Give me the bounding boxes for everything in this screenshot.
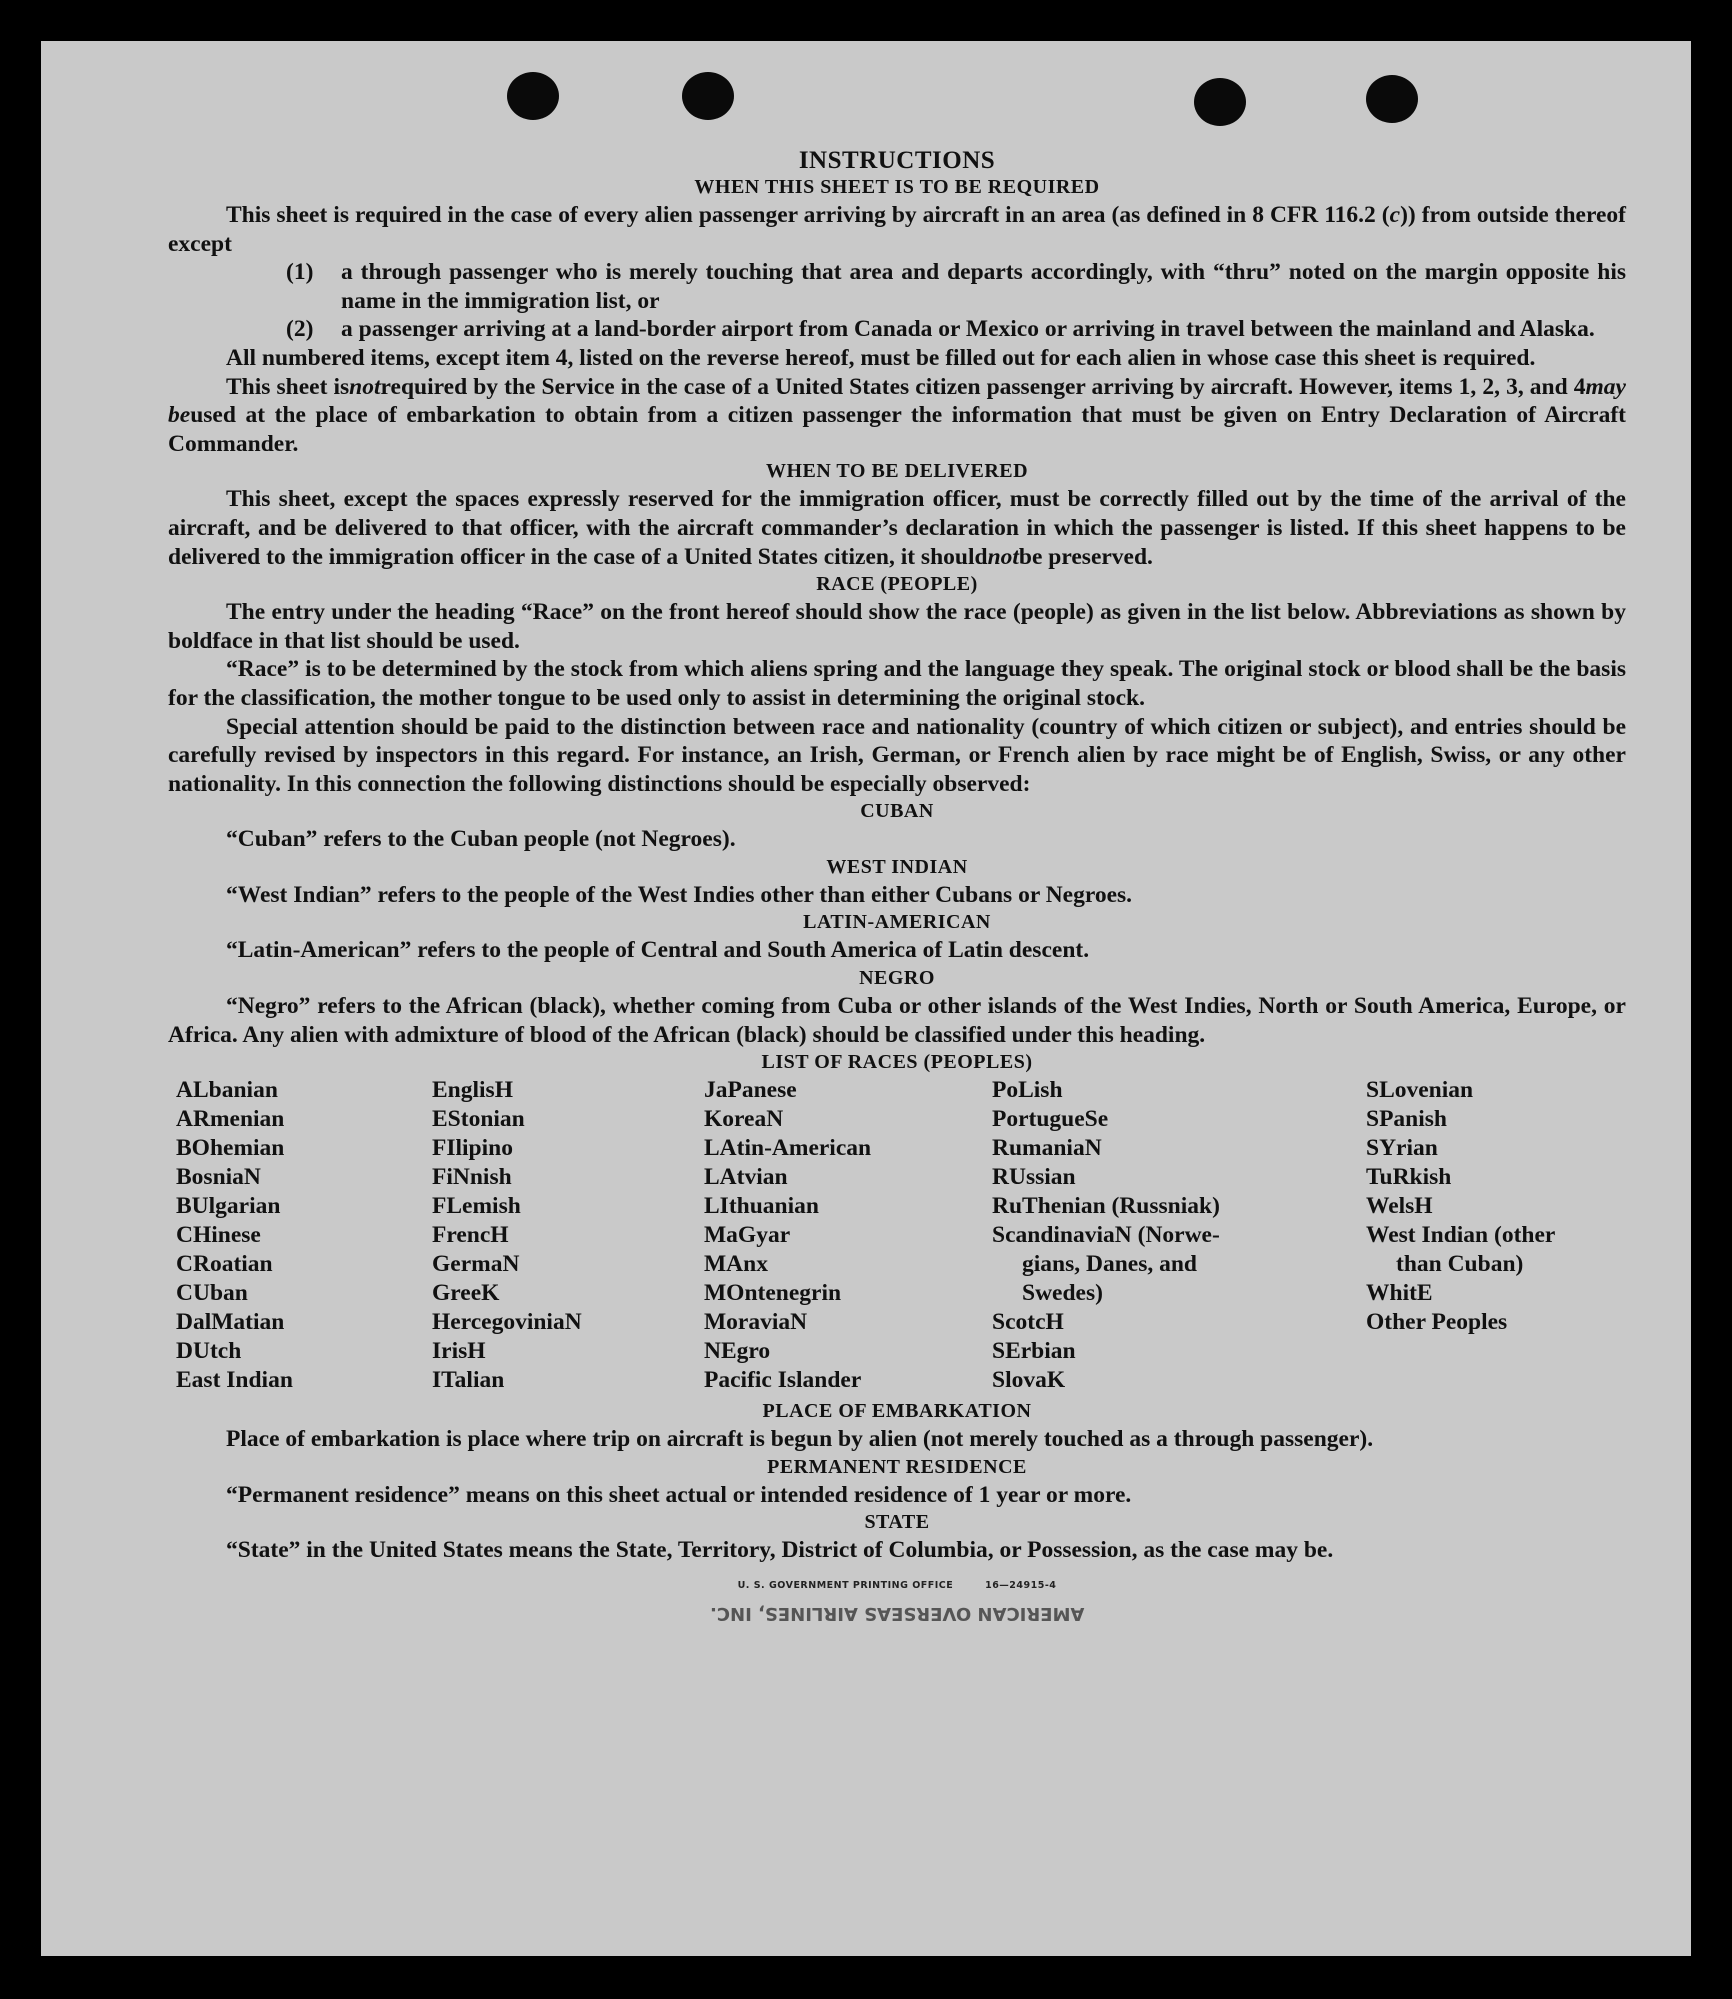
- text-segment: The entry under the heading “Race” on the front hereof should show the race (people) as given in the list below. Abbreviations as shown by boldface in that list should be used.: [168, 599, 1626, 654]
- text-segment: Place of embarkation is place where trip on aircraft is begun by alien (not merely touched as a through passenger).: [226, 1426, 1374, 1453]
- emphasis-text: not: [987, 543, 1019, 570]
- document-page: [41, 41, 1691, 1956]
- race-entry: gians, Danes, and: [1022, 1251, 1197, 1278]
- text-segment: “State” in the United States means the State, Territory, District of Columbia, or Possession, as the case may be.: [226, 1537, 1334, 1564]
- item-text: [341, 315, 1595, 344]
- race-entry: Other Peoples: [1366, 1309, 1508, 1336]
- text-segment: a passenger arriving at a land-border airport from Canada or Mexico or arriving in travel between the mainland and Alaska.: [341, 316, 1595, 343]
- section-heading: CUBAN: [860, 800, 934, 823]
- text-segment: “Negro” refers to the African (black), whether coming from Cuba or other islands of the West Indies, North or South America, Europe, or Africa. Any alien with admixture of blood of the African (black) should be classified under this heading.: [168, 993, 1626, 1048]
- race-entry: SLovenian: [1366, 1077, 1474, 1104]
- race-entry: NEgro: [704, 1338, 771, 1365]
- race-entry: SPanish: [1366, 1106, 1447, 1133]
- race-entry: Swedes): [1022, 1280, 1103, 1307]
- item-number: (1): [286, 259, 314, 286]
- text-segment: “Cuban” refers to the Cuban people (not Negroes).: [226, 826, 736, 853]
- race-entry: BUlgarian: [176, 1193, 281, 1220]
- race-entry: FIlipino: [432, 1135, 513, 1162]
- section-heading: LATIN-AMERICAN: [803, 911, 991, 934]
- race-entry: PortugueSe: [992, 1106, 1109, 1133]
- race-entry: CHinese: [176, 1222, 261, 1249]
- paragraph: [168, 881, 1626, 910]
- form-number: 16—24915-4: [985, 1580, 1057, 1592]
- paragraph: [168, 598, 1626, 655]
- numbered-exception: [168, 315, 1626, 344]
- race-entry: DalMatian: [176, 1309, 285, 1336]
- text-segment: used at the place of embarkation to obtain from a citizen passenger the information that must be given on Entry Declaration of Aircraft Commander.: [168, 402, 1626, 457]
- race-entry: JaPanese: [704, 1077, 797, 1104]
- race-entry: West Indian (other: [1366, 1222, 1556, 1249]
- text-segment: This sheet, except the spaces expressly reserved for the immigration officer, must be correctly filled out by the time of the arrival of the aircraft, and be delivered to that officer, with the aircraft commander’s declaration in which the passenger is listed. If this sheet happens to be delivered to the immigration officer in the case of a United States citizen, it should: [168, 486, 1626, 570]
- paragraph: [168, 373, 1626, 459]
- race-entry: LIthuanian: [704, 1193, 819, 1220]
- race-column: [992, 1076, 1220, 1395]
- race-column: [176, 1076, 293, 1395]
- race-list: [168, 1076, 1626, 1398]
- race-entry: SYrian: [1366, 1135, 1438, 1162]
- race-entry: FrencH: [432, 1222, 509, 1249]
- punch-hole: [1366, 75, 1418, 123]
- numbered-exception: [168, 258, 1626, 315]
- text-segment: “West Indian” refers to the people of the West Indies other than either Cubans or Negroes.: [226, 881, 1133, 908]
- race-entry: CUban: [176, 1280, 248, 1307]
- paragraph: [168, 1425, 1626, 1454]
- race-entry: MOntenegrin: [704, 1280, 842, 1307]
- text-segment: Special attention should be paid to the distinction between race and nationality (country of which citizen or subject), and entries should be carefully revised by inspectors in this regard. For instance, an Irish, German, or French alien by race might be of English, Swiss, or any other nationality. In this connection the following distinctions should be especially observed:: [168, 713, 1626, 797]
- race-entry: ALbanian: [176, 1077, 278, 1104]
- race-entry: SlovaK: [992, 1367, 1066, 1394]
- race-entry: FiNnish: [432, 1164, 512, 1191]
- text-segment: “Race” is to be determined by the stock from which aliens spring and the language they speak. The original stock or blood shall be the basis for the classification, the mother tongue to be used only to assist in determining the original stock.: [168, 656, 1626, 711]
- emphasis-text: may be: [168, 373, 1626, 429]
- race-entry: than Cuban): [1396, 1251, 1524, 1278]
- race-entry: RumaniaN: [992, 1135, 1102, 1162]
- text-segment: This sheet is: [226, 373, 350, 400]
- race-entry: RuThenian (Russniak): [992, 1193, 1220, 1220]
- section-heading: WEST INDIAN: [826, 855, 968, 878]
- emphasis-text: c: [1389, 202, 1401, 228]
- section-heading: WHEN TO BE DELIVERED: [765, 460, 1029, 483]
- race-entry: RUssian: [992, 1164, 1076, 1191]
- section-heading: STATE: [864, 1511, 930, 1534]
- race-entry: ScandinaviaN (Norwe-: [992, 1222, 1220, 1249]
- text-segment: a through passenger who is merely touching that area and departs accordingly, with “thru” noted on the margin opposite his name in the immigration list, or: [341, 259, 1626, 314]
- race-entry: ARmenian: [176, 1106, 285, 1133]
- race-entry: PoLish: [992, 1077, 1063, 1104]
- section-heading: WHEN THIS SHEET IS TO BE REQUIRED: [694, 176, 1100, 198]
- race-entry: GermaN: [432, 1251, 520, 1278]
- section-heading: PERMANENT RESIDENCE: [767, 1455, 1027, 1478]
- race-entry: GreeK: [432, 1280, 500, 1307]
- item-text: [341, 258, 1626, 315]
- race-column: [1366, 1076, 1555, 1337]
- text-segment: “Permanent residence” means on this sheet actual or intended residence of 1 year or more.: [226, 1481, 1132, 1508]
- race-entry: HercegoviniaN: [432, 1309, 582, 1336]
- text-segment: This sheet is required in the case of every alien passenger arriving by aircraft in an area (as defined in 8 CFR 116.2 (: [226, 202, 1390, 228]
- text-segment: “Latin-American” refers to the people of Central and South America of Latin descent.: [226, 937, 1090, 964]
- sections-definitions: [168, 1398, 1626, 1565]
- race-column: [432, 1076, 582, 1395]
- section-heading: PLACE OF EMBARKATION: [762, 1400, 1032, 1423]
- page-title: INSTRUCTIONS: [798, 147, 996, 174]
- race-entry: Pacific Islander: [704, 1367, 862, 1394]
- race-entry: BosniaN: [176, 1164, 261, 1191]
- race-entry: East Indian: [176, 1367, 293, 1394]
- race-entry: BOhemian: [176, 1135, 285, 1162]
- paragraph: [168, 344, 1626, 373]
- paragraph: [168, 201, 1626, 258]
- paragraph: [168, 825, 1626, 854]
- footer: [168, 1579, 1626, 1593]
- race-entry: CRoatian: [176, 1251, 273, 1278]
- race-entry: EStonian: [432, 1106, 525, 1133]
- paragraph: [168, 936, 1626, 965]
- race-entry: MAnx: [704, 1251, 768, 1278]
- race-entry: SErbian: [992, 1338, 1076, 1365]
- race-entry: LAtvian: [704, 1164, 788, 1191]
- race-entry: WhitE: [1366, 1280, 1433, 1307]
- printer-imprint: U. S. GOVERNMENT PRINTING OFFICE: [737, 1580, 954, 1592]
- race-entry: EnglisH: [432, 1077, 513, 1104]
- airline-stamp-area: [168, 1601, 1626, 1625]
- paragraph: [168, 1481, 1626, 1510]
- race-entry: ITalian: [432, 1367, 505, 1394]
- race-entry: MaGyar: [704, 1222, 791, 1249]
- text-segment: All numbered items, except item 4, listed on the reverse hereof, must be filled out for each alien in whose case this sheet is required.: [226, 344, 1536, 371]
- race-entry: LAtin-American: [704, 1135, 872, 1162]
- race-entry: TuRkish: [1366, 1164, 1452, 1191]
- emphasis-text: not: [349, 373, 381, 400]
- punch-hole: [1194, 78, 1246, 126]
- race-list-heading: LIST OF RACES (PEOPLES): [761, 1051, 1033, 1074]
- punch-hole: [682, 72, 734, 120]
- paragraph: [168, 992, 1626, 1049]
- race-entry: IrisH: [432, 1338, 486, 1365]
- section-heading: RACE (PEOPLE): [816, 573, 978, 596]
- paragraph: [168, 655, 1626, 712]
- section-heading: NEGRO: [859, 967, 935, 990]
- race-entry: KoreaN: [704, 1106, 784, 1133]
- text-segment: required by the Service in the case of a United States citizen passenger arriving by aircraft. However, items 1, 2, 3, and 4: [380, 373, 1586, 400]
- race-entry: WelsH: [1366, 1193, 1433, 1220]
- race-entry: MoraviaN: [704, 1309, 808, 1336]
- sections: [168, 174, 1626, 1049]
- race-entry: ScotcH: [992, 1309, 1064, 1336]
- paragraph: [168, 485, 1626, 571]
- race-column: [704, 1076, 871, 1395]
- instructions-body: [168, 147, 1626, 1625]
- race-entry: FLemish: [432, 1193, 521, 1220]
- text-segment: )) from outside thereof except: [168, 202, 1626, 257]
- race-entry: DUtch: [176, 1338, 242, 1365]
- punch-hole: [507, 72, 559, 120]
- item-number: (2): [286, 316, 314, 343]
- paragraph: [168, 713, 1626, 799]
- paragraph: [168, 1536, 1626, 1565]
- text-segment: be preserved.: [1018, 543, 1153, 570]
- airline-stamp: AMERICAN OVERSEAS AIRLINES, INC.: [709, 1603, 1085, 1625]
